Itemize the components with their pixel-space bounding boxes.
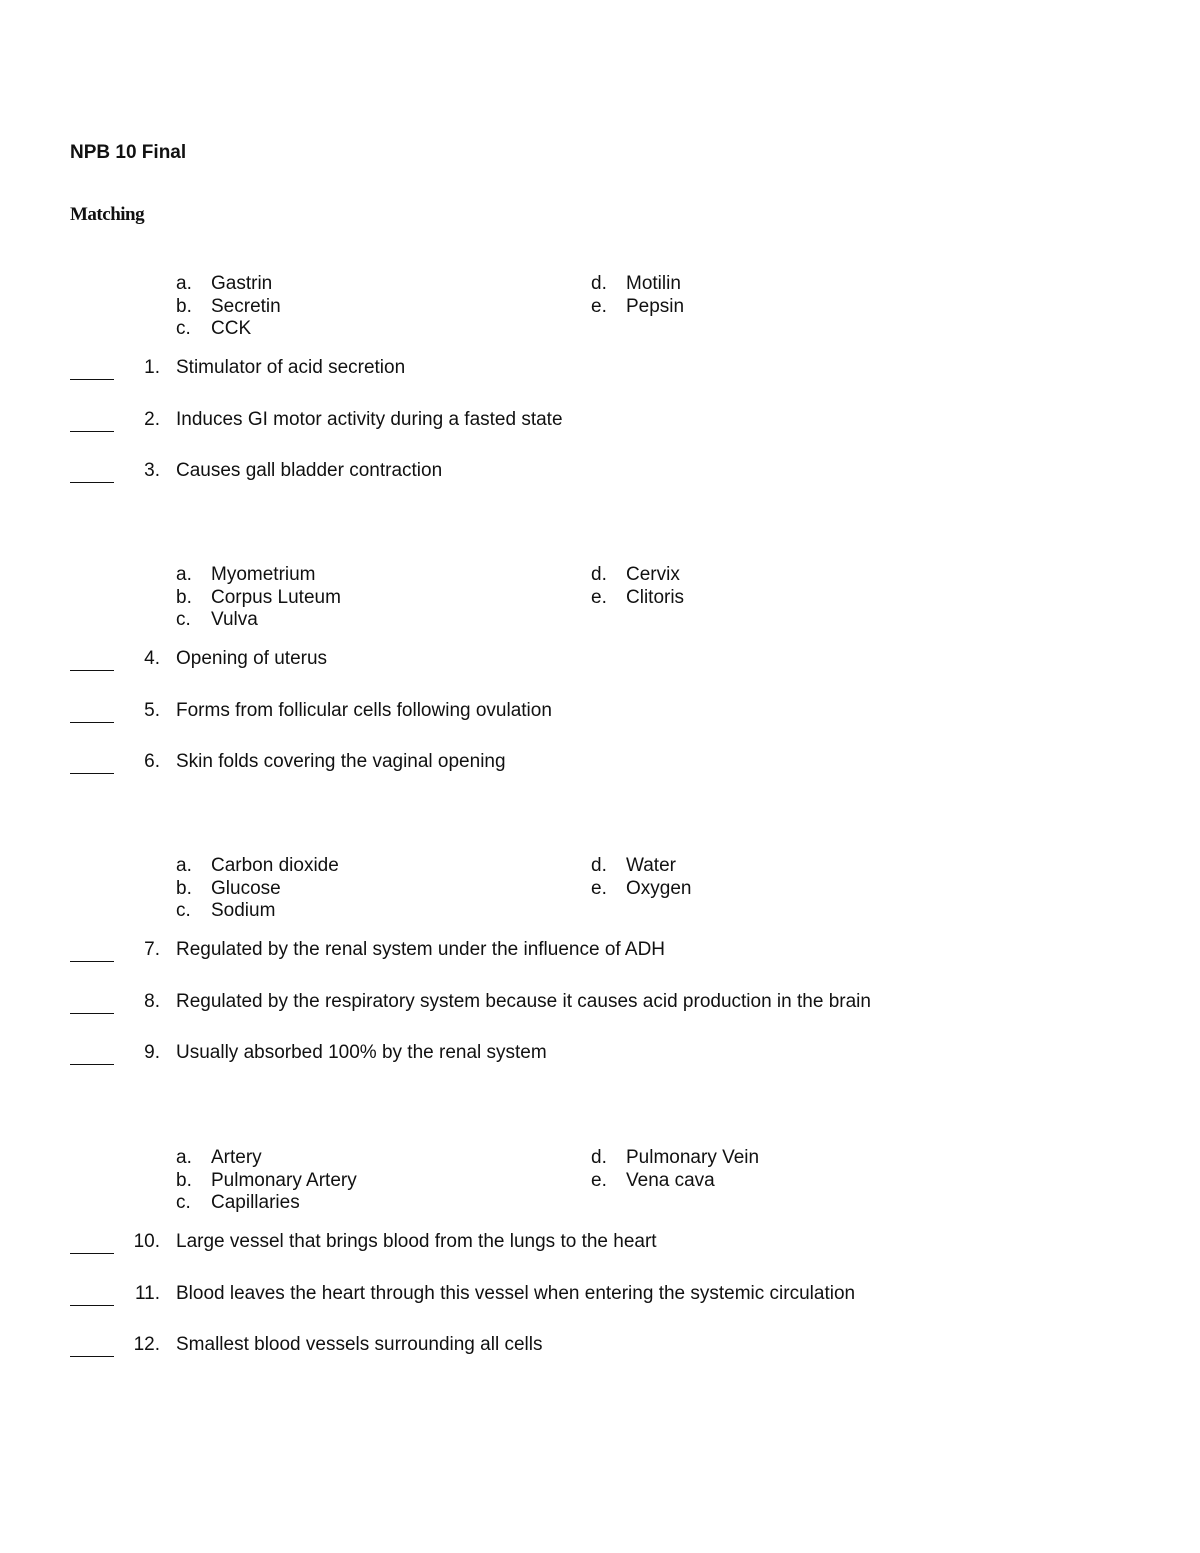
option-text: Cervix [626,564,680,585]
option-letter: a. [176,564,192,585]
option-letter: d. [591,273,607,294]
option-text: Oxygen [626,877,692,899]
option-letter: d. [591,855,607,876]
option-letter: c. [176,900,191,921]
option-letter: d. [591,1147,607,1168]
option-letter: e. [591,1169,607,1191]
question-number: 3. [144,460,160,481]
option-letter: e. [591,586,607,608]
question-number: 10. [133,1231,160,1252]
question-number: 4. [144,648,160,669]
question-number: 6. [144,751,160,772]
option-text: Pulmonary Vein [626,1147,760,1168]
option-text: Vena cava [626,1169,715,1191]
option-letter: a. [176,855,192,876]
question-number: 12. [133,1334,160,1355]
section-heading: Matching [70,204,145,225]
option-text: Secretin [211,295,281,317]
question-text: Causes gall bladder contraction [176,460,443,481]
question-text: Usually absorbed 100% by the renal system [176,1042,547,1063]
option-text: Carbon dioxide [211,855,339,876]
option-text: Pepsin [626,295,685,317]
question-text: Induces GI motor activity during a fasted state [176,409,563,430]
option-letter: c. [176,318,191,339]
question-text: Regulated by the renal system under the influence of ADH [176,939,666,960]
option-letter: a. [176,273,192,294]
option-letter: b. [176,295,192,317]
option-text: Corpus Luteum [211,586,341,608]
option-letter: a. [176,1147,192,1168]
question-text: Large vessel that brings blood from the lungs to the heart [176,1231,657,1252]
option-text: Capillaries [211,1192,300,1213]
question-number: 11. [134,1283,160,1304]
option-letter: e. [591,877,607,899]
option-text: Gastrin [211,273,273,294]
question-number: 9. [144,1042,160,1063]
option-text: Pulmonary Artery [211,1169,357,1191]
option-text: Motilin [626,273,681,294]
option-letter: b. [176,877,192,899]
option-letter: c. [176,609,191,630]
question-number: 7. [144,939,160,960]
question-number: 1. [144,357,160,378]
option-letter: b. [176,586,192,608]
option-text: Artery [211,1147,262,1168]
question-number: 2. [144,409,160,430]
question-number: 5. [144,700,160,721]
question-text: Skin folds covering the vaginal opening [176,751,506,772]
question-text: Opening of uterus [176,648,328,669]
question-text: Stimulator of acid secretion [176,357,406,378]
option-text: Vulva [211,609,258,630]
option-text: CCK [211,318,252,339]
option-text: Water [626,855,676,876]
option-text: Myometrium [211,564,316,585]
option-text: Sodium [211,900,276,921]
page-title: NPB 10 Final [70,142,187,163]
question-text: Forms from follicular cells following ovulation [176,700,552,721]
question-number: 8. [144,991,160,1012]
option-letter: d. [591,564,607,585]
option-letter: c. [176,1192,191,1213]
option-letter: b. [176,1169,192,1191]
question-text: Regulated by the respiratory system because it causes acid production in the brain [176,991,871,1012]
question-text: Smallest blood vessels surrounding all cells [176,1334,543,1355]
option-text: Clitoris [626,586,685,608]
question-text: Blood leaves the heart through this vessel when entering the systemic circulation [176,1283,856,1304]
option-text: Glucose [211,877,281,899]
option-letter: e. [591,295,607,317]
